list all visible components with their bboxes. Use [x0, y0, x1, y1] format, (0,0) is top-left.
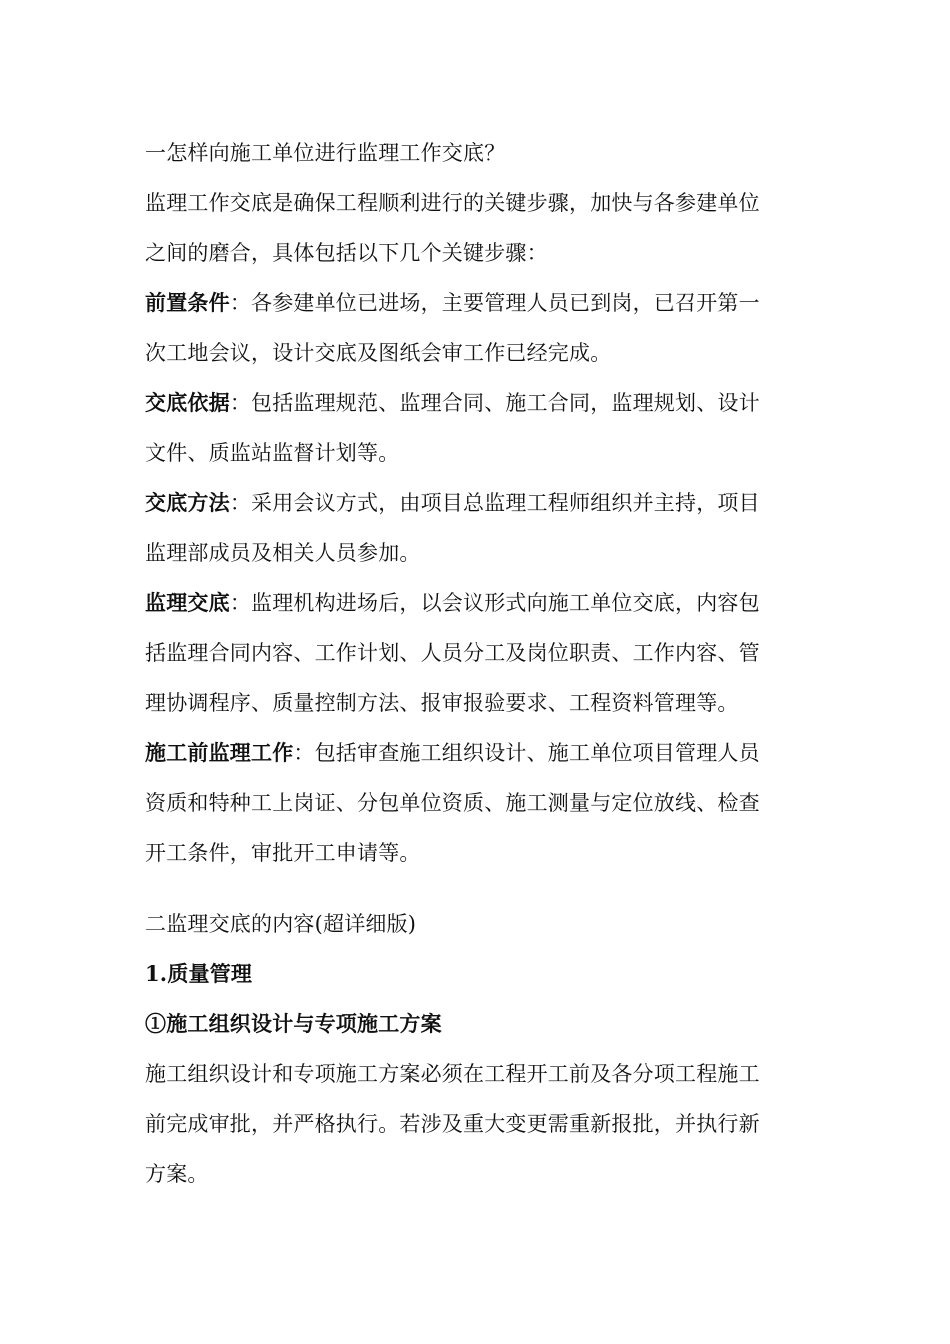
item-label-preconstruction: 施工前监理工作 [145, 740, 294, 765]
item-preconstruction-line-3: 开工条件，审批开工申请等。 [145, 841, 421, 865]
item-text: ：各参建单位已进场，主要管理人员已到岗，已召开第一 [229, 291, 760, 315]
section2-title: 二监理交底的内容(超详细版) [145, 912, 417, 936]
item-preconditions-line-1 [145, 278, 795, 328]
item-label-supervision: 监理交底 [145, 590, 230, 615]
item-text: ：包括监理规范、监理合同、施工合同，监理规划、设计 [229, 391, 760, 415]
item-supervision-line-1 [145, 578, 795, 628]
item-supervision-line-2: 括监理合同内容、工作计划、人员分工及岗位职责、工作内容、管 [145, 641, 760, 665]
item-basis-line-1 [145, 378, 795, 428]
document-body [145, 128, 795, 1199]
item-method-line-1 [145, 478, 795, 528]
subsubsection1-title: ①施工组织设计与专项施工方案 [145, 1011, 442, 1036]
section1-title: 一怎样向施工单位进行监理工作交底？ [145, 141, 506, 165]
item-preconditions-line-2: 次工地会议，设计交底及图纸会审工作已经完成。 [145, 341, 612, 365]
paragraph-line-1: 施工组织设计和专项施工方案必须在工程开工前及各分项工程施工 [145, 1062, 760, 1086]
item-label-basis: 交底依据 [145, 390, 230, 415]
intro-line-1: 监理工作交底是确保工程顺利进行的关键步骤，加快与各参建单位 [145, 191, 760, 215]
item-basis-line-2: 文件、质监站监督计划等。 [145, 441, 400, 465]
item-text: ：监理机构进场后，以会议形式向施工单位交底，内容包 [229, 591, 760, 615]
item-label-method: 交底方法 [145, 490, 230, 515]
paragraph-line-2: 前完成审批，并严格执行。若涉及重大变更需重新报批，并执行新 [145, 1112, 760, 1136]
item-supervision-line-3: 理协调程序、质量控制方法、报审报验要求、工程资料管理等。 [145, 691, 739, 715]
paragraph-line-3: 方案。 [145, 1162, 209, 1186]
item-text: ：包括审查施工组织设计、施工单位项目管理人员 [293, 741, 760, 765]
subsection1-title: 1.质量管理 [145, 961, 253, 986]
item-preconstruction-line-1 [145, 728, 795, 778]
intro-line-2: 之间的磨合，具体包括以下几个关键步骤： [145, 241, 548, 265]
section-gap [145, 878, 795, 899]
item-preconstruction-line-2: 资质和特种工上岗证、分包单位资质、施工测量与定位放线、检查 [145, 791, 760, 815]
item-text: ：采用会议方式，由项目总监理工程师组织并主持，项目 [229, 491, 760, 515]
item-label-preconditions: 前置条件 [145, 290, 230, 315]
item-method-line-2: 监理部成员及相关人员参加。 [145, 541, 421, 565]
